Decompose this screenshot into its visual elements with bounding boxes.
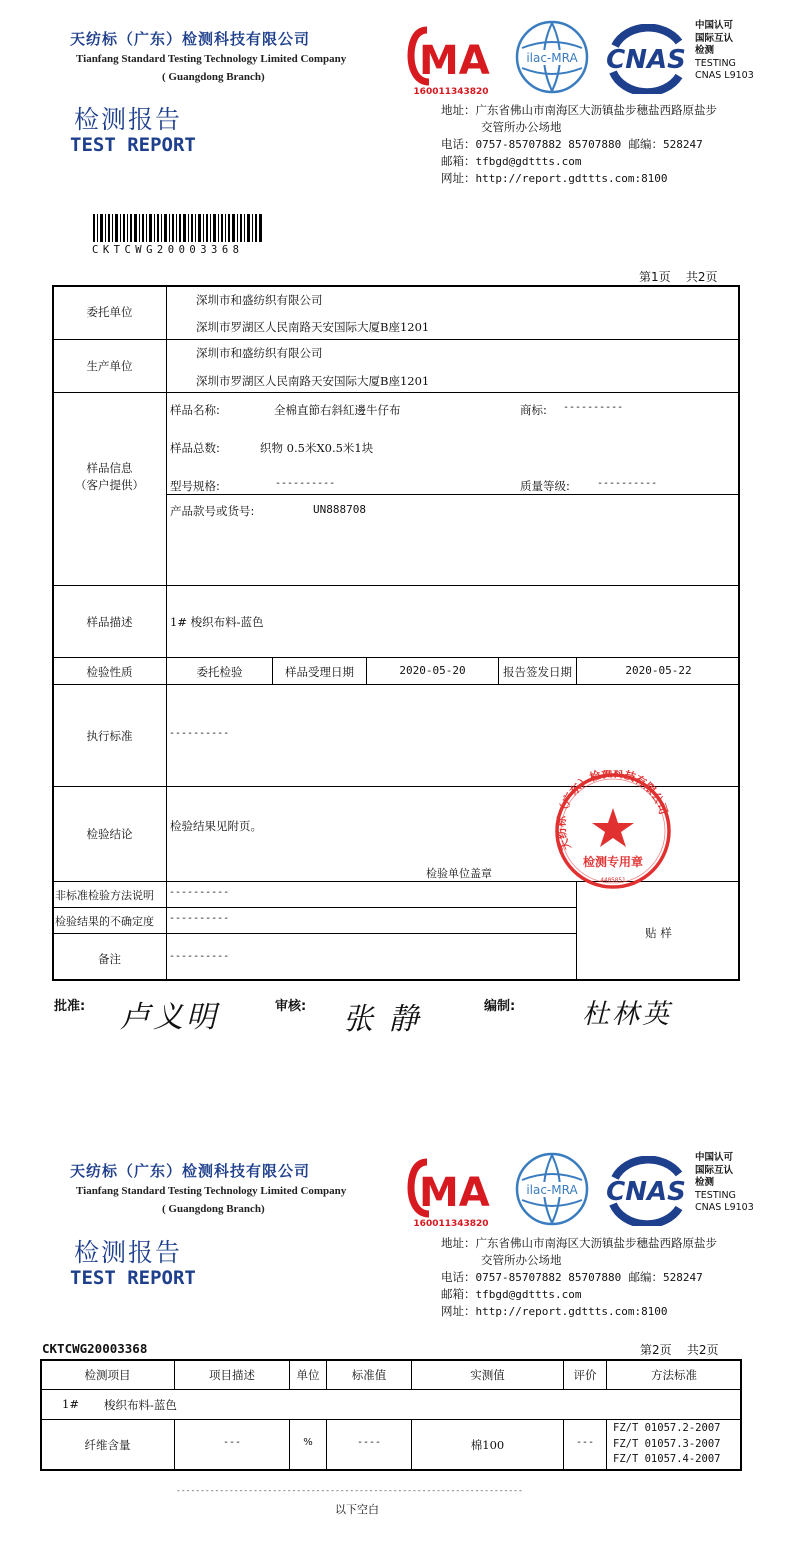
compile-signature: 杜林英: [582, 999, 672, 1030]
col-header-item: 检测项目: [84, 1368, 131, 1382]
report-title-cn-p2: 检测报告: [74, 1238, 183, 1267]
cnas-side-text: 中国认可 国际互认 检测 TESTING CNAS L9103: [695, 20, 754, 81]
stamp-serial: 4405851: [600, 877, 626, 884]
official-stamp: [553, 770, 673, 892]
result-desc: ---: [222, 1437, 242, 1448]
uncertainty-value: ----------: [169, 913, 230, 924]
result-value: 棉100: [470, 1438, 505, 1452]
contact-info: 地址：广东省佛山市南海区大沥镇盐步穗盐西路原盐步 交管所办公场地 电话：0757-85707882 85707880 邮编：528247 邮箱：tfbgd@gdttts.com 网址：http://report.gdttts.com:8100: [441, 103, 717, 185]
product-no-label: 产品款号或货号:: [170, 504, 255, 518]
sample-desc: 梭织布料-蓝色: [104, 1398, 177, 1412]
page-number: 第1页 共2页: [639, 270, 718, 284]
cnas-logo-p2: [603, 1156, 689, 1226]
sample-info-label: 样品信息: [86, 461, 133, 475]
report-title-cn: 检测报告: [74, 105, 183, 134]
stamp-ring-text: 天纺标（广东）检测科技有限公司: [554, 770, 670, 853]
approve-signature: 卢义明: [120, 1000, 219, 1035]
grade-label: 质量等级:: [520, 479, 570, 493]
report-title-en: TEST REPORT: [70, 134, 196, 156]
desc-value: 1# 梭织布料-蓝色: [170, 615, 264, 629]
sample-qty: 织物 0.5米X0.5米1块: [260, 441, 374, 455]
ilac-label: ilac-MRA: [526, 51, 578, 65]
sample-qty-label: 样品总数:: [170, 441, 220, 455]
model-value: ----------: [275, 478, 336, 489]
producer-name: 深圳市和盛纺织有限公司: [196, 346, 323, 360]
report-number-p2: CKTCWG20003368: [42, 1341, 148, 1356]
col-header-method: 方法标准: [651, 1368, 697, 1382]
nonstd-label: 非标准检验方法说明: [55, 889, 154, 902]
page-number-p2: 第2页 共2页: [640, 1343, 719, 1357]
review-label: 审核:: [275, 999, 307, 1014]
cma-mark-text: MA: [419, 38, 490, 84]
result-methods: FZ/T 01057.2-2007 FZ/T 01057.3-2007 FZ/T 01057.4-2007: [613, 1422, 721, 1465]
report-title-en-p2: TEST REPORT: [70, 1267, 196, 1289]
conclusion-label: 检验结论: [86, 827, 133, 841]
company-name-en: Tianfang Standard Testing Technology Limited Company: [76, 53, 347, 65]
cma-number-p2: 160011343820: [413, 1219, 489, 1228]
sample-name: 全棉直節右斜紅邊牛仔布: [274, 403, 401, 417]
client-name: 深圳市和盛纺织有限公司: [196, 293, 323, 307]
result-item: 纤维含量: [84, 1438, 131, 1452]
review-signature: 张 静: [343, 1002, 422, 1037]
model-label: 型号规格:: [170, 479, 220, 493]
blank-below-text: 以下空白: [335, 1503, 379, 1516]
uncertainty-label: 检验结果的不确定度: [55, 915, 154, 928]
conclusion-value: 检验结果见附页。: [170, 819, 262, 833]
company-branch-p2: ( Guangdong Branch): [162, 1203, 265, 1215]
grade-value: ----------: [597, 478, 658, 489]
cma-logo-p2: [407, 1156, 495, 1228]
receive-date: 2020-05-20: [399, 664, 466, 677]
standard-label: 执行标准: [86, 729, 133, 743]
ilac-label-p2: ilac-MRA: [526, 1183, 578, 1197]
client-address: 深圳市罗湖区人民南路天安国际大厦B座1201: [196, 320, 430, 334]
barcode: [93, 214, 263, 242]
col-header-eval: 评价: [573, 1368, 597, 1382]
company-name-cn-p2: 天纺标（广东）检测科技有限公司: [70, 1162, 311, 1180]
company-name-cn: 天纺标（广东）检测科技有限公司: [70, 30, 311, 48]
col-header-result: 实测值: [470, 1368, 505, 1382]
nature-value: 委托检验: [196, 665, 243, 679]
sample-no: 1#: [62, 1397, 79, 1411]
approve-label: 批准:: [54, 999, 86, 1014]
producer-address: 深圳市罗湖区人民南路天安国际大厦B座1201: [196, 374, 430, 388]
col-header-desc: 项目描述: [209, 1368, 255, 1382]
result-std: ----: [356, 1437, 382, 1448]
barcode-text: CKTCWG20003368: [92, 244, 244, 256]
brand-value: ----------: [563, 402, 624, 413]
client-label: 委托单位: [86, 305, 133, 319]
ilac-logo-p2: [514, 1150, 590, 1228]
remark-value: ----------: [169, 951, 230, 962]
end-dash-line: ------------------------------------------------------------------------: [176, 1486, 523, 1495]
company-branch: ( Guangdong Branch): [162, 71, 265, 83]
standard-value: ----------: [169, 728, 230, 739]
cma-mark-text-p2: MA: [419, 1170, 490, 1216]
cma-logo: [407, 24, 495, 96]
col-header-std: 标准值: [351, 1368, 387, 1382]
issue-date: 2020-05-22: [625, 664, 692, 677]
nonstd-value: ----------: [169, 887, 230, 898]
contact-info-p2: 地址：广东省佛山市南海区大沥镇盐步穗盐西路原盐步 交管所办公场地 电话：0757-85707882 85707880 邮编：528247 邮箱：tfbgd@gdttts.com 网址：http://report.gdttts.com:8100: [441, 1236, 717, 1318]
cma-number: 160011343820: [413, 87, 489, 96]
company-name-en-p2: Tianfang Standard Testing Technology Limited Company: [76, 1185, 347, 1197]
issue-date-label: 报告签发日期: [503, 665, 572, 679]
stamp-center-text: 检测专用章: [582, 855, 644, 869]
cnas-logo: [603, 24, 689, 94]
ilac-logo: [514, 18, 590, 96]
desc-label: 样品描述: [86, 615, 133, 629]
col-header-unit: 单位: [296, 1368, 320, 1382]
receive-date-label: 样品受理日期: [285, 665, 354, 679]
remark-label: 备注: [98, 952, 121, 966]
nature-label: 检验性质: [86, 665, 133, 679]
sample-info-sub: （客户提供）: [75, 478, 144, 492]
sample-name-label: 样品名称:: [170, 403, 220, 417]
producer-label: 生产单位: [86, 359, 133, 373]
compile-label: 编制:: [484, 999, 516, 1014]
product-no: UN888708: [313, 503, 366, 516]
result-unit: %: [303, 1437, 313, 1448]
cnas-label: CNAS: [606, 45, 686, 75]
result-eval: ---: [575, 1437, 595, 1448]
sample-paste-label: 贴 样: [645, 926, 672, 940]
brand-label: 商标:: [520, 403, 547, 417]
cnas-label-p2: CNAS: [606, 1177, 686, 1207]
stamp-note: 检验单位盖章: [426, 867, 492, 880]
cnas-side-text-p2: 中国认可 国际互认 检测 TESTING CNAS L9103: [695, 1152, 754, 1213]
